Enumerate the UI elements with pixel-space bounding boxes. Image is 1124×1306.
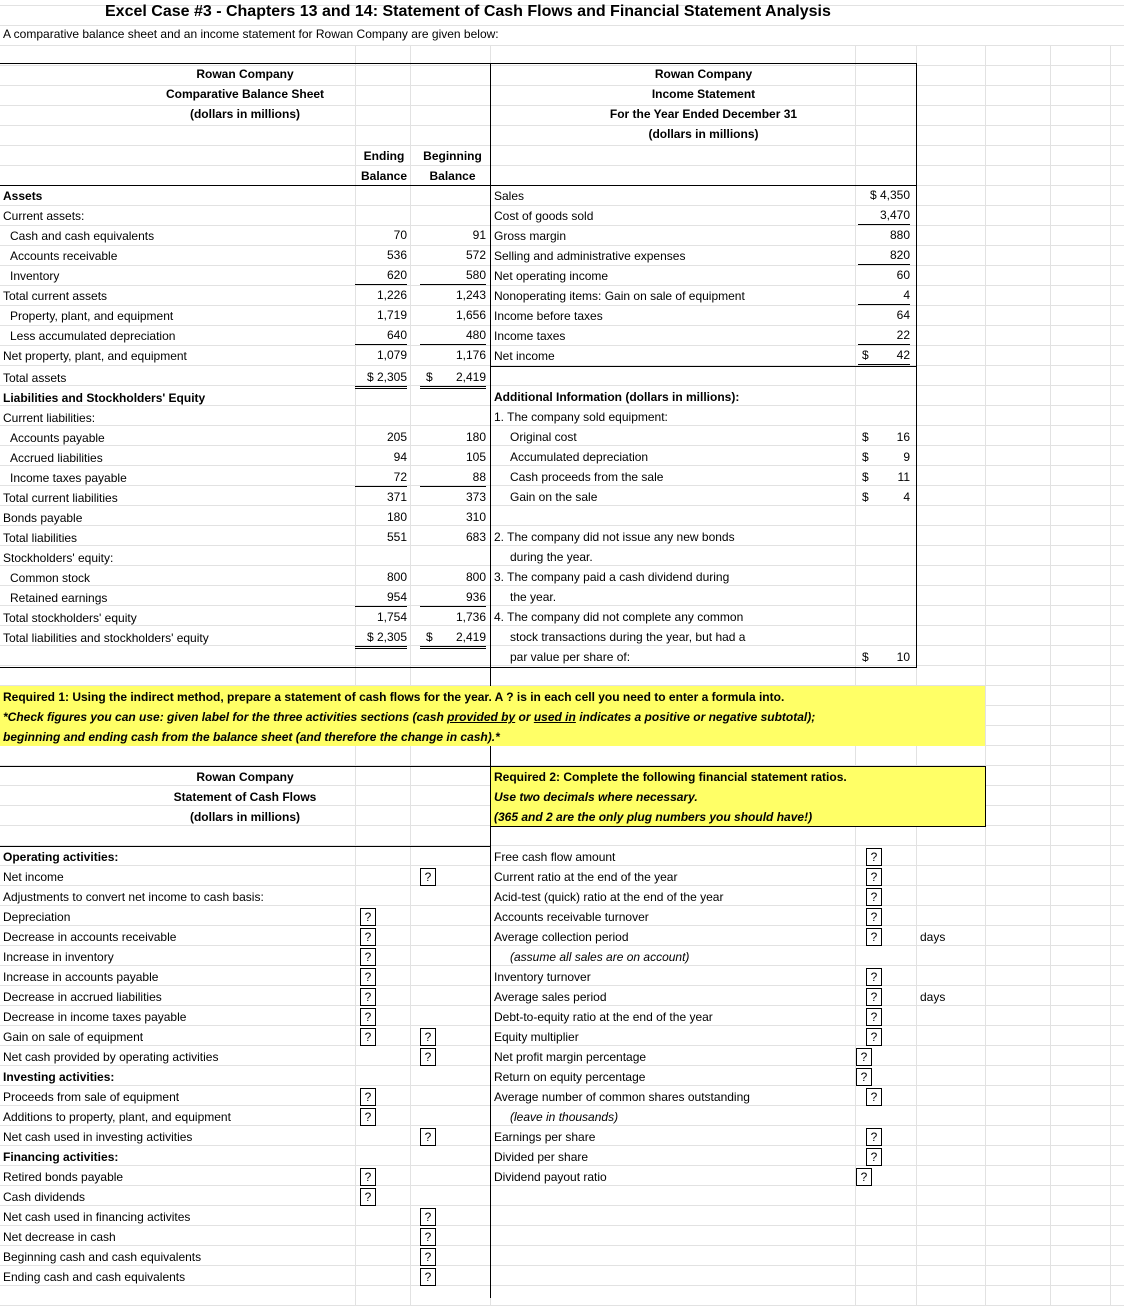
bs-row-label: Liabilities and Stockholders' Equity — [3, 391, 206, 405]
cf-total-cell[interactable]: ? — [420, 1048, 436, 1066]
additional-item-3a: 3. The company paid a cash dividend during — [494, 570, 730, 584]
cf-row-label: Net cash used in financing activites — [3, 1210, 191, 1224]
bs-beginning-value: 373 — [465, 490, 486, 504]
cf-input-cell[interactable]: ? — [360, 988, 376, 1006]
required2-line3: (365 and 2 are the only plug numbers you should have!) — [494, 810, 813, 824]
ratio-answer-cell[interactable]: ? — [856, 1048, 872, 1066]
cf-input-cell[interactable]: ? — [360, 1188, 376, 1206]
cf-row-label: Additions to property, plant, and equipment — [3, 1110, 231, 1124]
is-currency: $ — [862, 348, 869, 362]
bs-ending-value: 70 — [393, 228, 407, 242]
bs-row-label: Assets — [3, 189, 43, 203]
bs-ending-value: 371 — [386, 490, 407, 504]
ratio-answer-cell[interactable]: ? — [856, 1168, 872, 1186]
bs-beginning-value: 1,176 — [455, 348, 486, 362]
bs-beginning-value: 480 — [420, 326, 486, 345]
ratio-label: Accounts receivable turnover — [494, 910, 649, 924]
cf-title: Statement of Cash Flows — [173, 790, 317, 804]
ratio-label: Acid-test (quick) ratio at the end of the year — [494, 890, 724, 904]
cf-row-label: Adjustments to convert net income to cash basis: — [3, 890, 264, 904]
is-row-value: 820 — [858, 246, 910, 265]
additional-item-4b: stock transactions during the year, but had a — [510, 630, 746, 644]
ratio-unit: days — [920, 930, 946, 944]
bs-row-label: Income taxes payable — [10, 471, 127, 485]
is-row-label: Net operating income — [494, 269, 609, 283]
cf-row-label: Gain on sale of equipment — [3, 1030, 144, 1044]
ratio-label: Average collection period — [494, 930, 629, 944]
is-row-label: Nonoperating items: Gain on sale of equipment — [494, 289, 745, 303]
ratio-answer-cell[interactable]: ? — [866, 848, 882, 866]
is-row-value: 4 — [858, 286, 910, 305]
bs-beginning-value: 936 — [420, 588, 486, 607]
ratio-answer-cell[interactable]: ? — [866, 988, 882, 1006]
bs-beginning-value: 180 — [465, 430, 486, 444]
cf-input-cell[interactable]: ? — [360, 1008, 376, 1026]
bs-ending-value: 94 — [393, 450, 407, 464]
bs-beginning-value: 1,736 — [455, 610, 486, 624]
ratio-label: Divided per share — [494, 1150, 589, 1164]
equipment-value: 4 — [903, 490, 910, 504]
bs-row-label: Total current liabilities — [3, 491, 118, 505]
ratio-label: Dividend payout ratio — [494, 1170, 607, 1184]
required1-line2-b: or — [515, 710, 534, 724]
cf-row-label: Financing activities: — [3, 1150, 119, 1164]
cf-row-label: Proceeds from sale of equipment — [3, 1090, 180, 1104]
additional-item-4a: 4. The company did not complete any common — [494, 610, 744, 624]
bs-ending-value: 954 — [355, 588, 407, 607]
bs-title: Comparative Balance Sheet — [165, 87, 325, 101]
is-row-value: 880 — [889, 228, 910, 242]
bs-ending-value: $ 2,305 — [355, 368, 407, 389]
equipment-value: 9 — [903, 450, 910, 464]
cf-row-label: Decrease in accounts receivable — [3, 930, 177, 944]
bs-company: Rowan Company — [196, 67, 294, 81]
required2-line1: Required 2: Complete the following financial statement ratios. — [494, 770, 847, 784]
is-company: Rowan Company — [654, 67, 753, 81]
cf-row-label: Net decrease in cash — [3, 1230, 116, 1244]
cf-input-cell[interactable]: ? — [360, 1108, 376, 1126]
ratio-label: Current ratio at the end of the year — [494, 870, 678, 884]
bs-beginning-value: 580 — [420, 266, 486, 285]
ratio-label: Inventory turnover — [494, 970, 591, 984]
bs-row-label: Inventory — [10, 269, 60, 283]
bs-col-beginning-1: Beginning — [423, 149, 482, 163]
bs-beginning-value: 105 — [465, 450, 486, 464]
bs-beginning-value: 1,243 — [455, 288, 486, 302]
required2-line2: Use two decimals where necessary. — [494, 790, 698, 804]
bs-units: (dollars in millions) — [189, 107, 300, 121]
page-title: Excel Case #3 - Chapters 13 and 14: Statement of Cash Flows and Financial Statement Analysis — [105, 3, 831, 20]
bs-beginning-value: 1,656 — [455, 308, 486, 322]
cf-row-label: Net income — [3, 870, 64, 884]
ratio-label: Average sales period — [494, 990, 607, 1004]
ratio-answer-cell[interactable]: ? — [866, 888, 882, 906]
required1-used-in: used in — [533, 710, 576, 724]
cf-row-label: Decrease in accrued liabilities — [3, 990, 162, 1004]
bs-row-label: Common stock — [10, 571, 91, 585]
bs-beginning-value: 572 — [465, 248, 486, 262]
is-row-value: 22 — [858, 326, 910, 345]
ratio-label: Free cash flow amount — [494, 850, 616, 864]
equipment-label: Cash proceeds from the sale — [510, 470, 664, 484]
bs-ending-value: 551 — [386, 530, 407, 544]
cf-company: Rowan Company — [196, 770, 294, 784]
cf-total-cell[interactable]: ? — [420, 1268, 436, 1286]
bs-row-label: Bonds payable — [3, 511, 83, 525]
cf-total-cell[interactable]: ? — [420, 1028, 436, 1046]
required1-line2-c: indicates a positive or negative subtotal); — [575, 710, 816, 724]
required1-line1: Required 1: Using the indirect method, prepare a statement of cash flows for the year. A ? is in each cell you need to enter a formula into. — [3, 690, 785, 704]
cf-input-cell[interactable]: ? — [360, 948, 376, 966]
equipment-label: Original cost — [510, 430, 577, 444]
bs-ending-value: 180 — [386, 510, 407, 524]
ratio-answer-cell[interactable]: ? — [866, 928, 882, 946]
ratio-answer-cell[interactable]: ? — [866, 968, 882, 986]
additional-item-2a: 2. The company did not issue any new bonds — [494, 530, 735, 544]
is-row-label: Gross margin — [494, 229, 567, 243]
bs-col-ending-2: Balance — [360, 169, 408, 183]
additional-item-4c: par value per share of: — [510, 650, 631, 664]
cf-input-cell[interactable]: ? — [360, 928, 376, 946]
bs-row-label: Less accumulated depreciation — [10, 329, 176, 343]
ratio-answer-cell[interactable]: ? — [866, 908, 882, 926]
is-row-label: Selling and administrative expenses — [494, 249, 686, 263]
bs-col-beginning-2: Balance — [429, 169, 476, 183]
ratio-answer-cell[interactable]: ? — [866, 1088, 882, 1106]
ratio-answer-cell[interactable]: ? — [866, 868, 882, 886]
bs-ending-value: 640 — [355, 326, 407, 345]
bs-beginning-value: 88 — [420, 468, 486, 487]
bs-row-label: Cash and cash equivalents — [10, 229, 155, 243]
ratio-answer-cell[interactable]: ? — [866, 1128, 882, 1146]
bs-ending-value: 1,079 — [376, 348, 407, 362]
cf-row-label: Ending cash and cash equivalents — [3, 1270, 186, 1284]
cf-row-label: Investing activities: — [3, 1070, 115, 1084]
ratio-label: Net profit margin percentage — [494, 1050, 647, 1064]
is-row-value: $ 4,350 — [869, 188, 910, 202]
is-units: (dollars in millions) — [648, 127, 759, 141]
bs-beginning-value: 2,419 — [420, 628, 486, 649]
bs-ending-value: $ 2,305 — [355, 628, 407, 649]
bs-ending-value: 1,754 — [376, 610, 407, 624]
required1-line2 — [3, 707, 815, 727]
equipment-label: Accumulated depreciation — [510, 450, 649, 464]
additional-item-3b: the year. — [510, 590, 557, 604]
bs-ending-value: 72 — [355, 468, 407, 487]
required1-provided-by: provided by — [447, 710, 516, 724]
bs-ending-value: 205 — [386, 430, 407, 444]
bs-ending-value: 536 — [386, 248, 407, 262]
is-period: For the Year Ended December 31 — [609, 107, 798, 121]
cf-row-label: Operating activities: — [3, 850, 119, 864]
equipment-currency: $ — [862, 450, 869, 464]
is-row-label: Sales — [494, 189, 525, 203]
cf-row-label: Cash dividends — [3, 1190, 86, 1204]
equipment-value: 11 — [897, 470, 910, 484]
bs-row-label: Net property, plant, and equipment — [3, 349, 187, 363]
cf-row-label: Decrease in income taxes payable — [3, 1010, 187, 1024]
required1-line2-a: *Check figures you can use: given label for the three activities sections (cash — [3, 710, 448, 724]
cf-input-cell[interactable]: ? — [360, 908, 376, 926]
additional-item-1: 1. The company sold equipment: — [494, 410, 668, 424]
cf-total-cell[interactable]: ? — [420, 1228, 436, 1246]
equipment-currency: $ — [862, 430, 869, 444]
required1-line3: beginning and ending cash from the balance sheet (and therefore the change in cash).* — [3, 730, 500, 744]
bs-row-label: Total liabilities and stockholders' equity — [3, 631, 209, 645]
bs-ending-value: 800 — [386, 570, 407, 584]
par-value: 10 — [896, 650, 910, 664]
cf-input-cell[interactable]: ? — [360, 1088, 376, 1106]
cf-row-label: Net cash used in investing activities — [3, 1130, 193, 1144]
is-row-label: Cost of goods sold — [494, 209, 594, 223]
bs-beginning-value: 800 — [465, 570, 486, 584]
bs-beginning-value: 91 — [472, 228, 486, 242]
cf-total-cell[interactable]: ? — [420, 868, 436, 886]
ratio-answer-cell[interactable]: ? — [866, 1028, 882, 1046]
is-row-value: 60 — [896, 268, 910, 282]
cf-row-label: Retired bonds payable — [3, 1170, 124, 1184]
ratio-unit: days — [920, 990, 946, 1004]
ratio-answer-cell[interactable]: ? — [866, 1008, 882, 1026]
bs-beginning-value: 2,419 — [420, 368, 486, 389]
equipment-currency: $ — [862, 470, 869, 484]
bs-row-label: Retained earnings — [10, 591, 108, 605]
ratio-label: Return on equity percentage — [494, 1070, 646, 1084]
ratio-label: (leave in thousands) — [510, 1110, 619, 1124]
cf-total-cell[interactable]: ? — [420, 1248, 436, 1266]
bs-ending-value: 1,226 — [376, 288, 407, 302]
cf-input-cell[interactable]: ? — [360, 1168, 376, 1186]
ratio-label: Average number of common shares outstanding — [494, 1090, 750, 1104]
is-title: Income Statement — [651, 87, 756, 101]
bs-row-label: Total assets — [3, 371, 67, 385]
cf-units: (dollars in millions) — [189, 810, 300, 824]
bs-row-label: Total liabilities — [3, 531, 78, 545]
equipment-value: 16 — [896, 430, 910, 444]
cf-total-cell[interactable]: ? — [420, 1208, 436, 1226]
bs-row-label: Accrued liabilities — [10, 451, 103, 465]
bs-row-label: Accounts receivable — [10, 249, 118, 263]
cf-input-cell[interactable]: ? — [360, 1028, 376, 1046]
equipment-label: Gain on the sale — [510, 490, 598, 504]
bs-currency: $ — [426, 630, 433, 644]
bs-row-label: Total current assets — [3, 289, 108, 303]
cf-row-label: Increase in accounts payable — [3, 970, 159, 984]
cf-row-label: Increase in inventory — [3, 950, 114, 964]
bs-row-label: Property, plant, and equipment — [10, 309, 174, 323]
ratio-answer-cell[interactable]: ? — [866, 1148, 882, 1166]
intro-text: A comparative balance sheet and an income statement for Rowan Company are given below: — [3, 27, 499, 41]
bs-currency: $ — [426, 370, 433, 384]
is-row-value: 42 — [858, 346, 910, 367]
ratio-answer-cell[interactable]: ? — [856, 1068, 872, 1086]
ratio-label: (assume all sales are on account) — [510, 950, 690, 964]
cf-row-label: Depreciation — [3, 910, 71, 924]
bs-row-label: Current liabilities: — [3, 411, 96, 425]
bs-row-label: Accounts payable — [10, 431, 105, 445]
ratio-label: Equity multiplier — [494, 1030, 579, 1044]
bs-ending-value: 620 — [355, 266, 407, 285]
cf-total-cell[interactable]: ? — [420, 1128, 436, 1146]
bs-beginning-value: 310 — [465, 510, 486, 524]
cf-row-label: Net cash provided by operating activities — [3, 1050, 219, 1064]
bs-row-label: Total stockholders' equity — [3, 611, 137, 625]
cf-input-cell[interactable]: ? — [360, 968, 376, 986]
ratio-label: Debt-to-equity ratio at the end of the year — [494, 1010, 713, 1024]
bs-col-ending-1: Ending — [363, 149, 405, 163]
bs-beginning-value: 683 — [465, 530, 486, 544]
bs-row-label: Current assets: — [3, 209, 85, 223]
additional-title: Additional Information (dollars in millions): — [494, 390, 740, 404]
is-row-value: 3,470 — [858, 206, 910, 225]
equipment-currency: $ — [862, 490, 869, 504]
cf-row-label: Beginning cash and cash equivalents — [3, 1250, 202, 1264]
bs-ending-value: 1,719 — [376, 308, 407, 322]
par-currency: $ — [862, 650, 869, 664]
is-row-label: Net income — [494, 349, 555, 363]
additional-item-2b: during the year. — [510, 550, 593, 564]
is-row-label: Income before taxes — [494, 309, 603, 323]
ratio-label: Earnings per share — [494, 1130, 596, 1144]
bs-row-label: Stockholders' equity: — [3, 551, 114, 565]
is-row-label: Income taxes — [494, 329, 566, 343]
is-row-value: 64 — [896, 308, 910, 322]
